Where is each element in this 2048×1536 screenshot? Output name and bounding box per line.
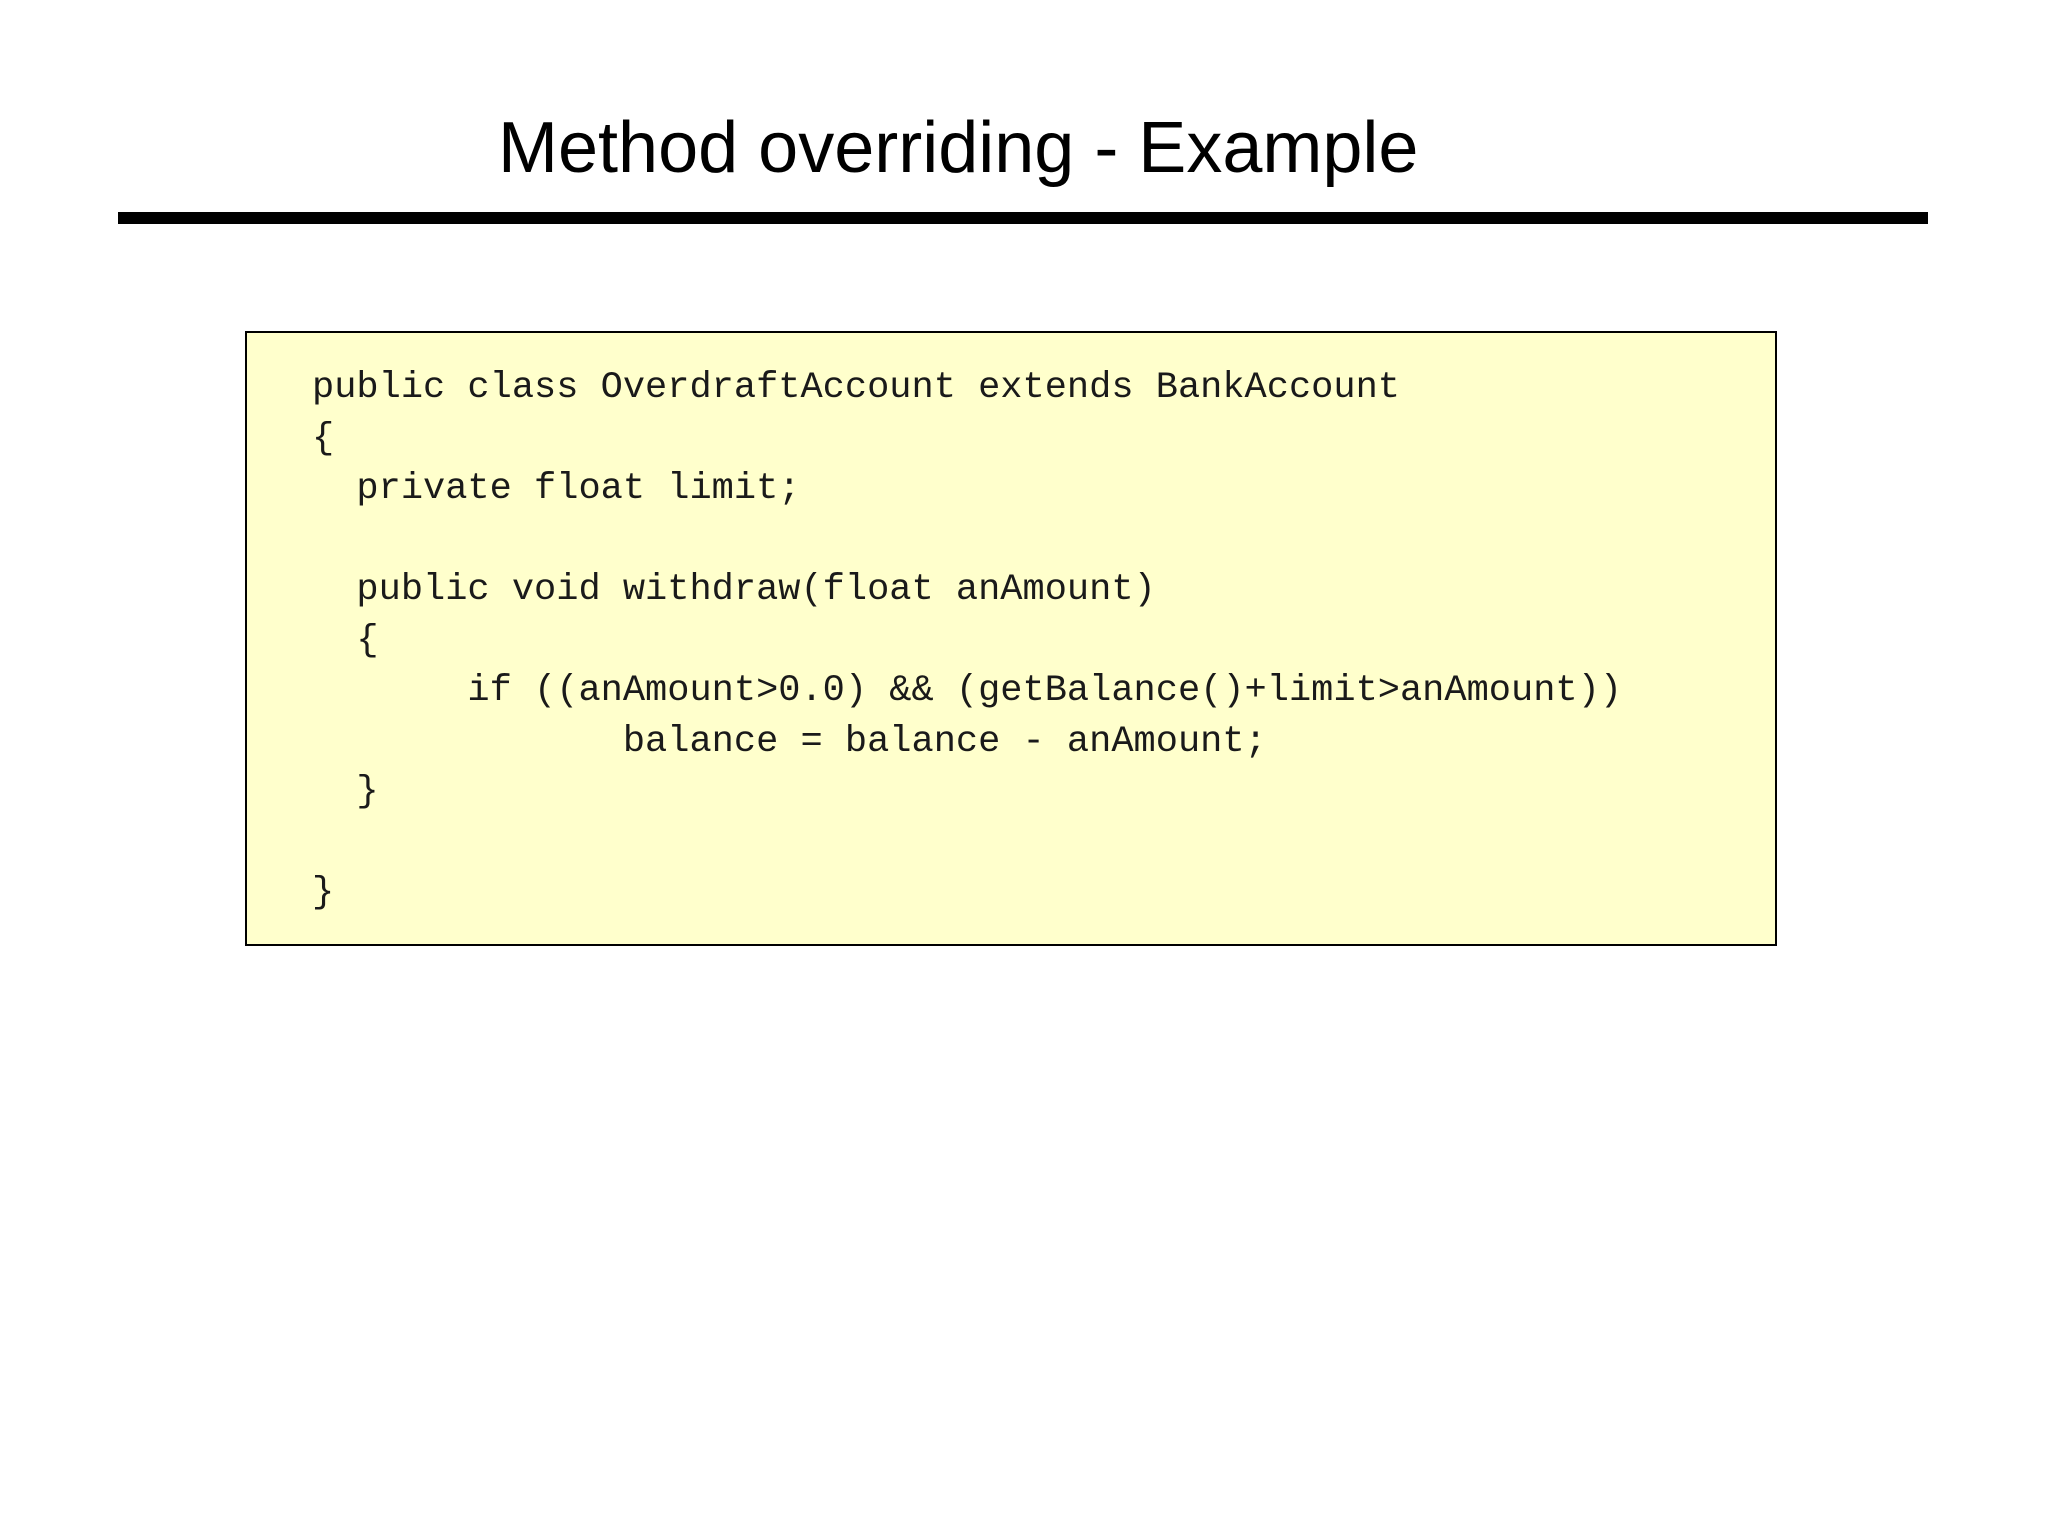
code-line: { — [312, 619, 379, 662]
code-line: if ((anAmount>0.0) && (getBalance()+limit>anAmount)) — [312, 670, 1623, 712]
code-line: public void withdraw(float anAmount) — [312, 569, 1156, 611]
code-line: balance = balance - anAmount; — [312, 720, 1267, 763]
code-line: public class OverdraftAccount extends BankAccount — [312, 367, 1400, 409]
code-line: } — [312, 771, 379, 813]
code-text — [312, 363, 1622, 919]
code-line: private float limit; — [312, 468, 801, 510]
code-line: { — [312, 417, 335, 460]
code-line — [312, 818, 1622, 869]
title-underline — [118, 212, 1928, 224]
slide-title: Method overriding - Example — [498, 108, 1419, 188]
code-line — [312, 515, 1622, 566]
code-block — [245, 331, 1777, 946]
code-line: } — [312, 872, 335, 914]
